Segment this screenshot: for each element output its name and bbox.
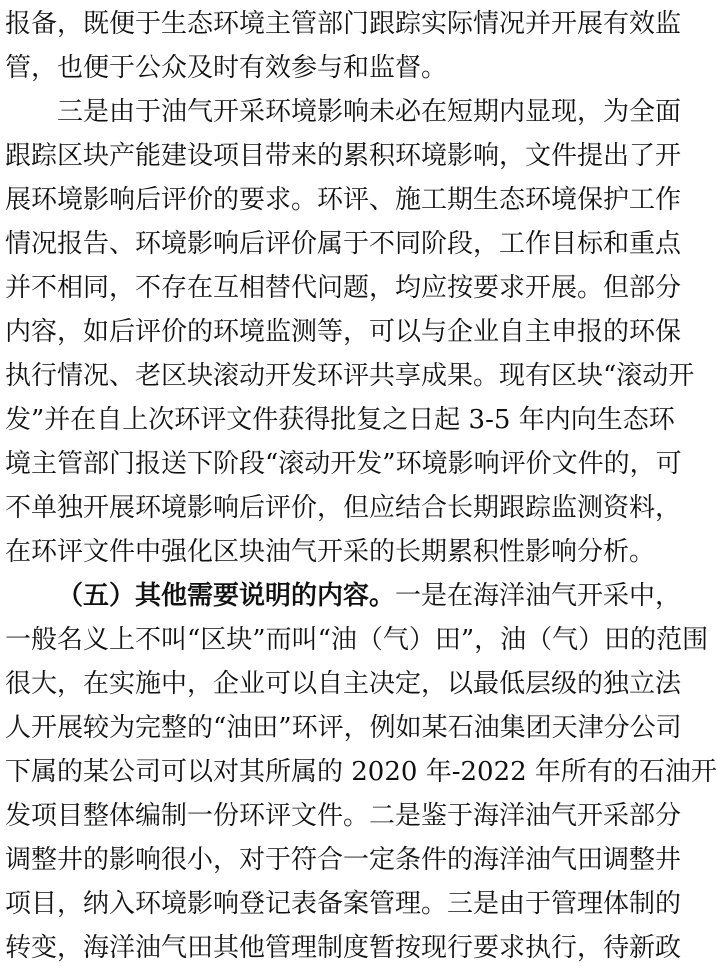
paragraph-line: 下属的某公司可以对其所属的 2020 年-2022 年所有的石油开 [5,757,717,787]
paragraph-line: 执行情况、老区块滚动开发环评共享成果。现有区块“滚动开 [5,361,695,391]
paragraph-line: 转变，海洋油气田其他管理制度暂按现行要求执行，待新政 [5,933,682,963]
paragraph-line: 情况报告、环境影响后评价属于不同阶段，工作目标和重点 [5,229,682,259]
paragraph-line: 发”并在自上次环评文件获得批复之日起 3-5 年内向生态环 [5,405,675,435]
paragraph-line: 展环境影响后评价的要求。环评、施工期生态环境保护工作 [5,185,682,215]
paragraph-line: 三是由于油气开采环境影响未必在短期内显现，为全面 [57,97,682,127]
paragraph-line: 项目，纳入环境影响登记表备案管理。三是由于管理体制的 [5,889,682,919]
section-heading-line [5,574,682,618]
section-heading: （五）其他需要说明的内容。 [57,581,396,611]
paragraph-line: 境主管部门报送下阶段“滚动开发”环境影响评价文件的，可 [5,449,682,479]
paragraph-line: 很大，在实施中，企业可以自主决定，以最低层级的独立法 [5,669,682,699]
paragraph-line: 管，也便于公众及时有效参与和监督。 [5,53,448,83]
paragraph-line: 发项目整体编制一份环评文件。二是鉴于海洋油气开采部分 [5,801,682,831]
paragraph-line: 报备，既便于生态环境主管部门跟踪实际情况并开展有效监 [5,9,682,39]
paragraph-line: 不单独开展环境影响后评价，但应结合长期跟踪监测资料， [5,493,682,523]
paragraph-line: 并不相同，不存在互相替代问题，均应按要求开展。但部分 [5,273,682,303]
paragraph-line: 一般名义上不叫“区块”而叫“油（气）田”，油（气）田的范围 [5,625,709,655]
paragraph-line: 调整井的影响很小，对于符合一定条件的海洋油气田调整井 [5,845,682,875]
paragraph-line-text: 一是在海洋油气开采中， [395,581,682,611]
paragraph-line: 内容，如后评价的环境监测等，可以与企业自主申报的环保 [5,317,682,347]
paragraph-line: 在环评文件中强化区块油气开采的长期累积性影响分析。 [5,537,656,567]
paragraph-line: 跟踪区块产能建设项目带来的累积环境影响，文件提出了开 [5,141,682,171]
paragraph-line: 人开展较为完整的“油田”环评，例如某石油集团天津分公司 [5,713,682,743]
